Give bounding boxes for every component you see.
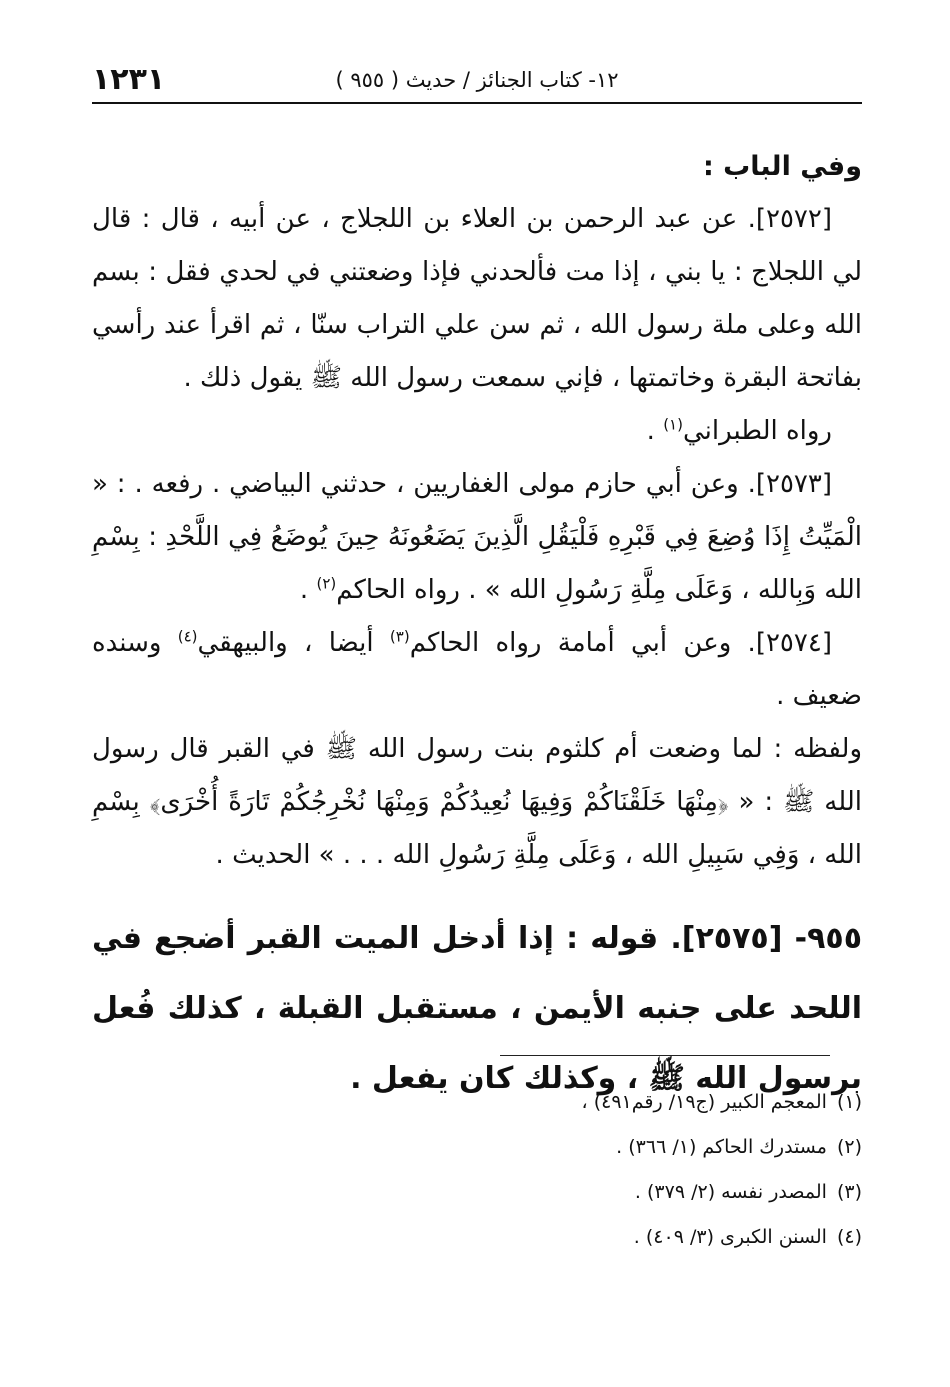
footnote-text: مستدرك الحاكم (١/ ٣٦٦) . [616,1136,827,1158]
punctuation: . [299,575,317,605]
narration-note [92,405,862,458]
running-title: ١٢- كتاب الجنائز / حديث ( ٩٥٥ ) [335,68,619,92]
wording-paragraph: ولفظه : لما وضعت أم كلثوم بنت رسول الله ﷺ في القبر قال رسول الله ﷺ : « ﴿مِنْهَا خَلَقْنَاكُمْ وَفِيهَا نُعِيدُكُمْ وَمِنْهَا نُخْرِجُكُمْ تَارَةً أُخْرَى﴾ بِسْمِ الله ، وَفِي سَبِيلِ الله ، وَعَلَى مِلَّةِ رَسُولِ الله . . . » الحديث . [92,734,862,870]
footnote-3 [92,1170,862,1215]
punctuation: . [646,416,664,446]
footnote-1 [92,1080,862,1125]
footnote-divider [500,1055,830,1056]
footnote-text: المعجم الكبير (ج١٩/ رقم٤٩١) ، [581,1091,827,1113]
hadith-2574-text-b: أيضا ، والبيهقي [197,628,390,658]
hadith-955-heading: ٩٥٥- [٢٥٧٥]. قوله : إذا أدخل الميت القبر أضجع في اللحد على جنبه الأيمن ، مستقبل القبلة ، كذلك فُعل برسول الله ﷺ ، وكذلك كان يفعل . [92,921,863,1096]
footnote-ref-2: (٢) [316,574,337,593]
hadith-2574-text-a: [٢٥٧٤]. وعن أبي أمامة رواه الحاكم [409,628,832,658]
footnote-ref-1: (١) [663,415,683,434]
page-number: ١٢٣١ [92,62,166,97]
main-text [92,140,862,1114]
hadith-2572: [٢٥٧٢]. عن عبد الرحمن بن العلاء بن اللجلاج ، عن أبيه ، قال : قال لي اللجلاج : يا بني ، إذا مت فألحدني فإذا وضعتني في لحدي فقل : بسم الله وعلى ملة رسول الله ، ثم سن علي التراب سنّا ، ثم اقرأ عند رأسي بفاتحة البقرة وخاتمتها ، فإني سمعت رسول الله ﷺ يقول ذلك . [92,204,862,393]
footnote-number: (٤) [836,1226,862,1248]
hadith-2574 [92,617,862,723]
footnote-text: المصدر نفسه (٢/ ٣٧٩) . [634,1181,827,1203]
narration-text: رواه الطبراني [682,416,832,446]
hadith-2573 [92,458,862,617]
footnotes [92,1080,862,1260]
footnote-text: السنن الكبرى (٣/ ٤٠٩) . [633,1226,827,1248]
section-heading: وفي الباب : [702,151,862,182]
hadith-2573-text: [٢٥٧٣]. وعن أبي حازم مولى الغفاريين ، حدثني البياضي . رفعه . : « الْمَيِّتُ إِذَا وُضِعَ فِي قَبْرِهِ فَلْيَقُلِ الَّذِينَ يَضَعُونَهُ حِينَ يُوضَعُ فِي اللَّحْدِ : بِسْمِ الله وَبِالله ، وَعَلَى مِلَّةِ رَسُولِ الله » . رواه الحاكم [92,469,862,605]
footnote-number: (١) [836,1091,862,1113]
footnote-ref-3: (٣) [389,627,410,646]
hadith-2574-text-c: وسنده ضعيف . [92,628,862,711]
footnote-number: (٢) [836,1136,862,1158]
footnote-4 [92,1215,862,1260]
footnote-ref-4: (٤) [177,627,198,646]
footnote-number: (٣) [836,1181,862,1203]
page-header [92,58,862,104]
footnote-2 [92,1125,862,1170]
